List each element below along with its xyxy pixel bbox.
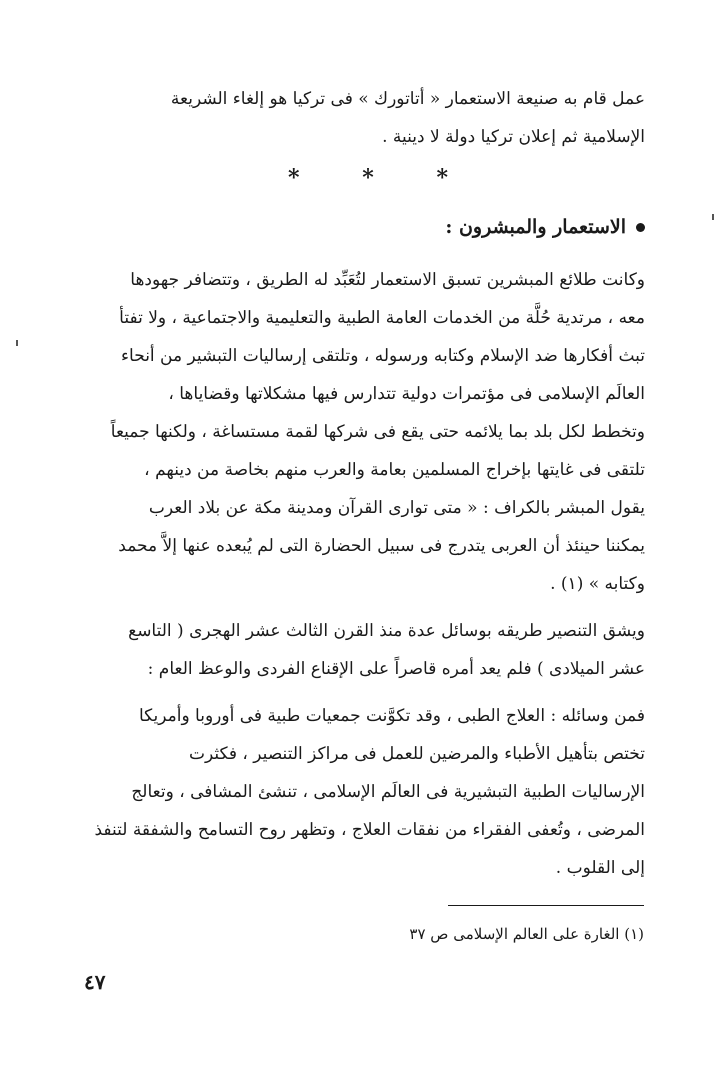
- scan-mark: [712, 214, 714, 220]
- section-separator: [288, 163, 448, 193]
- bullet-icon: [636, 223, 645, 232]
- text-line: تختص بتأهيل الأطباء والمرضين للعمل فى مراكز التنصير ، فكثرت: [188, 744, 645, 764]
- text-line: إلى القلوب .: [555, 858, 645, 878]
- section-heading-text: الاستعمار والمبشرون :: [445, 216, 626, 238]
- paragraph-missionaries: [79, 261, 645, 603]
- separator-star: *: [362, 165, 374, 191]
- scan-mark: [16, 340, 18, 346]
- text-line: تبث أفكارها ضد الإسلام وكتابه ورسوله ، وتلتقى إرساليات التبشير من أنحاء: [121, 346, 645, 366]
- separator-star: *: [288, 165, 300, 191]
- text-line: عشر الميلادى ) فلم يعد أمره قاصراً على الإقناع الفردى والوعظ العام :: [147, 659, 645, 679]
- text-line: يمكننا حينئذ أن العربى يتدرج فى سبيل الحضارة التى لم يُبعده عنها إلاَّ محمد: [118, 536, 645, 556]
- footnote: (١) الغارة على العالم الإسلامى ص ٣٧: [409, 925, 644, 943]
- page-number: ٤٧: [84, 970, 106, 994]
- text-line: وكتابه » (١) .: [550, 574, 645, 594]
- text-line: وتخطط لكل بلد بما يلائمه حتى يقع فى شركها لقمة مستساغة ، ولكنها جميعاً: [110, 422, 645, 442]
- text-line: يقول المبشر بالكراف : « متى توارى القرآن ومدينة مكة عن بلاد العرب: [148, 498, 645, 518]
- text-line: الإرساليات الطبية التبشيرية فى العالَم الإسلامى ، تنشئ المشافى ، وتعالج: [131, 782, 645, 802]
- footnote-divider: [448, 905, 644, 906]
- section-heading: [445, 216, 645, 238]
- paragraph-medical: [79, 697, 645, 887]
- text-line: عمل قام به صنيعة الاستعمار « أتاتورك » فى تركيا هو إلغاء الشريعة: [170, 89, 645, 109]
- text-line: تلتقى فى غايتها بإخراج المسلمين بعامة والعرب منهم بخاصة من دينهم ،: [144, 460, 645, 480]
- text-line: العالَم الإسلامى فى مؤتمرات دولية تتدارس فيها مشكلاتها وقضاياها ،: [168, 384, 645, 404]
- text-line: المرضى ، وتُعفى الفقراء من نفقات العلاج ، وتظهر روح التسامح والشفقة لتنفذ: [94, 820, 645, 840]
- separator-star: *: [436, 165, 448, 191]
- text-line: معه ، مرتدية حُلَّة من الخدمات العامة الطبية والتعليمية والاجتماعية ، ولا تفتأ: [119, 308, 645, 328]
- text-line: فمن وسائله : العلاج الطبى ، وقد تكوَّنت جمعيات طبية فى أوروبا وأمريكا: [138, 706, 645, 726]
- intro-paragraph: [79, 80, 645, 156]
- paragraph-christianization: [79, 612, 645, 688]
- text-line: الإسلامية ثم إعلان تركيا دولة لا دينية .: [382, 127, 645, 147]
- text-line: ويشق التنصير طريقه بوسائل عدة منذ القرن الثالث عشر الهجرى ( التاسع: [128, 621, 645, 641]
- text-line: وكانت طلائع المبشرين تسبق الاستعمار لتُعَبِّد له الطريق ، وتتضافر جهودها: [130, 270, 645, 290]
